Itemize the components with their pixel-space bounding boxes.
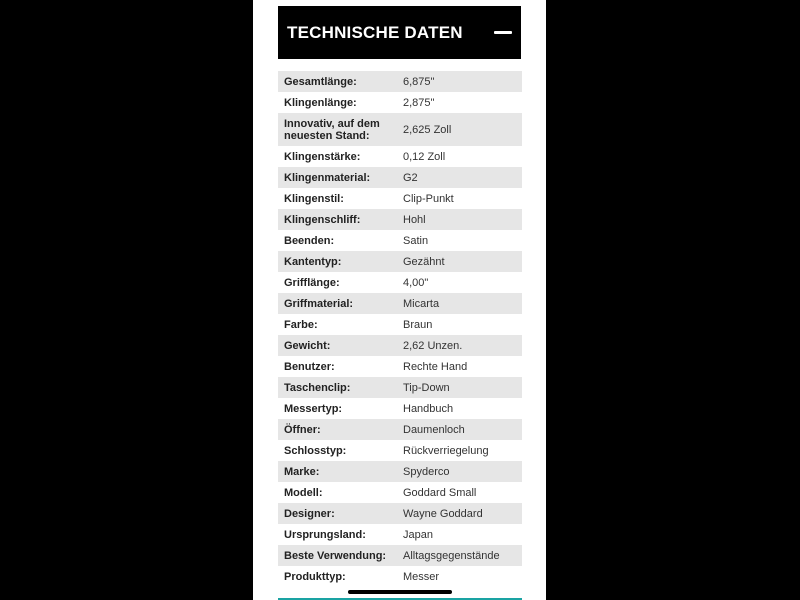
table-row (278, 503, 522, 524)
spec-value: Rechte Hand (403, 360, 468, 373)
spec-value: 2,625 Zoll (403, 123, 452, 136)
spec-value: Goddard Small (403, 486, 477, 499)
spec-label: Klingenstärke: (284, 150, 361, 163)
spec-table (278, 71, 522, 587)
table-row (278, 272, 522, 293)
table-row (278, 566, 522, 587)
table-row (278, 335, 522, 356)
spec-value: Handbuch (403, 402, 454, 415)
table-row (278, 314, 522, 335)
table-row (278, 461, 522, 482)
table-row (278, 356, 522, 377)
table-row (278, 209, 522, 230)
table-row (278, 440, 522, 461)
table-row (278, 293, 522, 314)
spec-value: Japan (403, 528, 433, 541)
spec-value: G2 (403, 171, 418, 184)
spec-label: Beenden: (284, 234, 335, 247)
spec-label: Produkttyp: (284, 570, 346, 583)
table-row (278, 419, 522, 440)
spec-value: Daumenloch (403, 423, 465, 436)
section-title: TECHNISCHE DATEN (287, 22, 463, 42)
spec-label: Klingenstil: (284, 192, 344, 205)
table-row (278, 188, 522, 209)
spec-value: Braun (403, 318, 433, 331)
spec-label: Klingenmaterial: (284, 171, 371, 184)
spec-label: Klingenlänge: (284, 96, 357, 109)
spec-value: Micarta (403, 297, 440, 310)
table-row (278, 92, 522, 113)
spec-value: 4,00" (403, 276, 429, 289)
phone-screen (253, 0, 546, 600)
technical-data-header[interactable] (278, 6, 521, 59)
spec-label: Messertyp: (284, 402, 343, 415)
table-row (278, 377, 522, 398)
spec-label: Innovativ, auf dem neuesten Stand: (284, 117, 380, 142)
table-row (278, 482, 522, 503)
spec-value: Rückverriegelung (403, 444, 489, 457)
spec-value: Clip-Punkt (403, 192, 454, 205)
table-row (278, 71, 522, 92)
table-row (278, 113, 522, 146)
table-row (278, 251, 522, 272)
table-row (278, 230, 522, 251)
spec-value: Satin (403, 234, 429, 247)
minus-icon[interactable] (494, 31, 512, 34)
spec-label: Benutzer: (284, 360, 335, 373)
table-row (278, 545, 522, 566)
spec-label: Kantentyp: (284, 255, 342, 268)
spec-value: Hohl (403, 213, 426, 226)
table-row (278, 146, 522, 167)
spec-value: Wayne Goddard (403, 507, 483, 520)
spec-value: Spyderco (403, 465, 450, 478)
table-row (278, 167, 522, 188)
spec-label: Grifflänge: (284, 276, 340, 289)
spec-value: Gezähnt (403, 255, 445, 268)
spec-value: Tip-Down (403, 381, 450, 394)
spec-label: Designer: (284, 507, 335, 520)
spec-label: Marke: (284, 465, 320, 478)
spec-label: Modell: (284, 486, 323, 499)
spec-value: 6,875" (403, 75, 435, 88)
spec-value: Alltagsgegenstände (403, 549, 500, 562)
spec-label: Ursprungsland: (284, 528, 366, 541)
spec-label: Öffner: (284, 423, 321, 436)
spec-label: Griffmaterial: (284, 297, 354, 310)
spec-label: Gesamtlänge: (284, 75, 357, 88)
spec-value: 0,12 Zoll (403, 150, 446, 163)
spec-value: 2,875" (403, 96, 435, 109)
spec-label: Farbe: (284, 318, 318, 331)
home-indicator[interactable] (348, 590, 452, 594)
table-row (278, 524, 522, 545)
spec-value: Messer (403, 570, 440, 583)
table-row (278, 398, 522, 419)
spec-value: 2,62 Unzen. (403, 339, 463, 352)
spec-label: Gewicht: (284, 339, 331, 352)
spec-label: Schlosstyp: (284, 444, 347, 457)
spec-label: Klingenschliff: (284, 213, 361, 226)
spec-label: Taschenclip: (284, 381, 351, 394)
spec-label: Beste Verwendung: (284, 549, 387, 562)
